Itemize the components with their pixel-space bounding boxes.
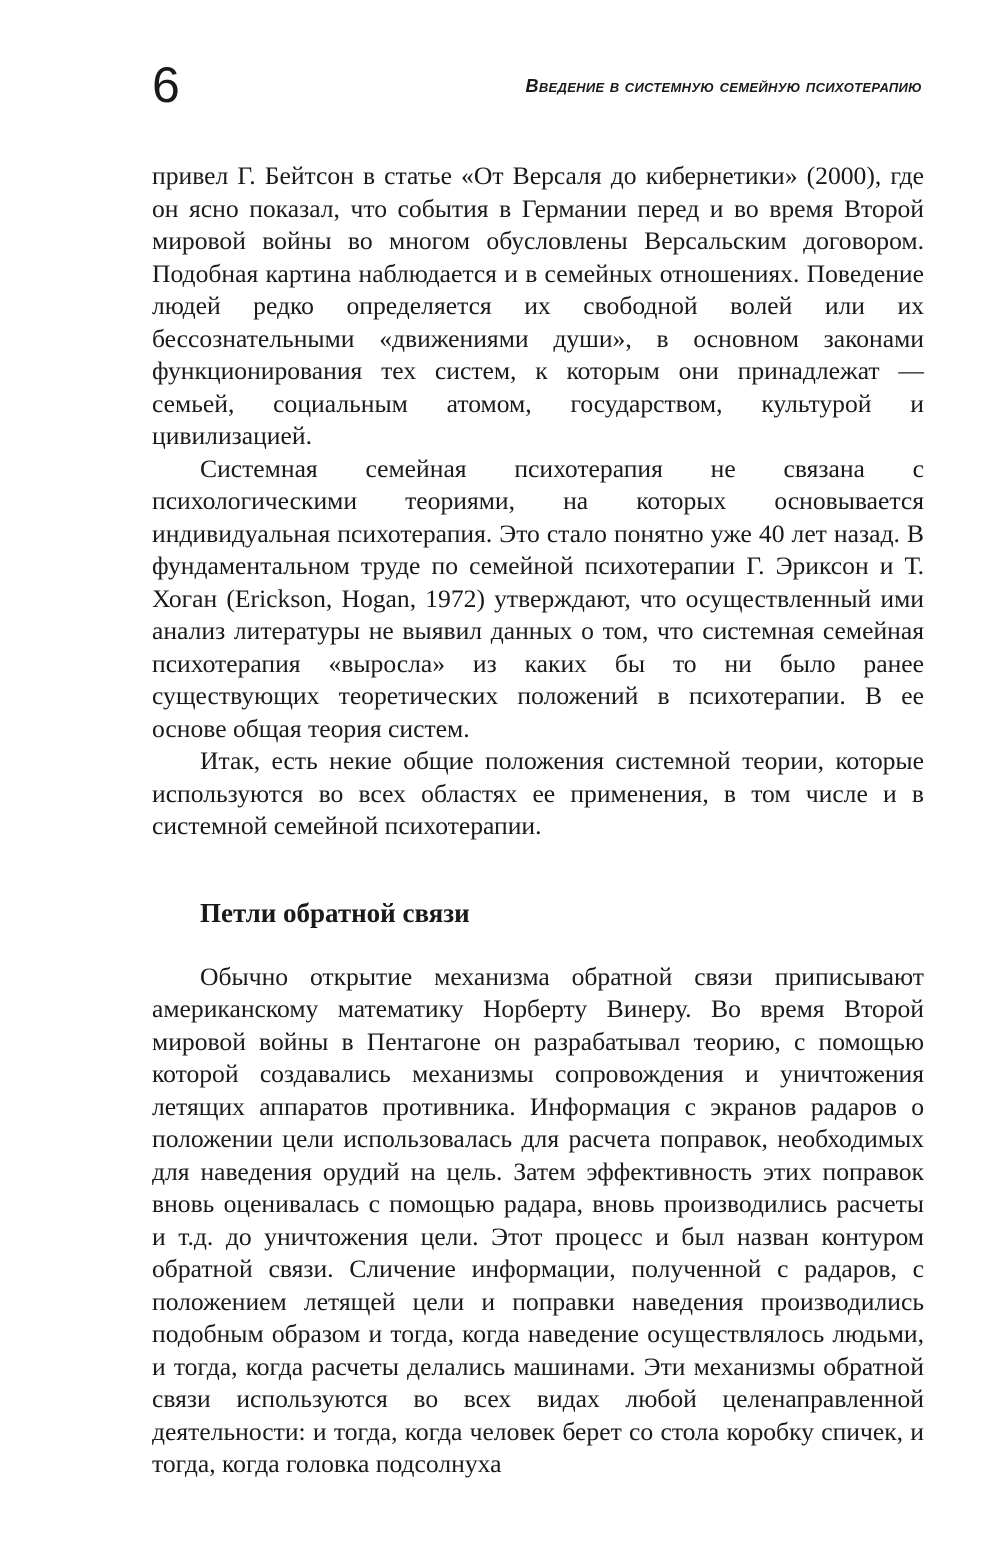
- paragraph-4: Обычно открытие механизма обратной связи приписывают американскому математику Норберту Винеру. Во время Второй мировой войны в Пентагоне он разрабатывал теорию, с помощью которой создавались механизмы сопровождения и уничтожения летящих аппаратов противника. Информация с экранов радаров о положении цели использовалась для расчета поправок, необходимых для наведения орудий на цель. Затем эффективность этих поправок вновь оценивалась с помощью радара, вновь производились расчеты и т.д. до уничтожения цели. Этот процесс и был назван контуром обратной связи. Сличение информации, полученной с радаров, с положением летящей цели и поправки наведения производились подобным образом и тогда, когда наведение осуществлялось людьми, и тогда, когда расчеты делались машинами. Эти механизмы обратной связи используются во всех видах любой целенаправленной деятельности: и тогда, когда человек берет со стола коробку спичек, и тогда, когда головка подсолнуха: [152, 961, 924, 1478]
- paragraph-2: Системная семейная психотерапия не связана с психологическими теориями, на которых основывается индивидуальная психотерапия. Это стало понятно уже 40 лет назад. В фундаментальном труде по семейной психотерапии Г. Эриксон и Т. Хоган (Erickson, Hogan, 1972) утверждают, что осуществленный ими анализ литературы не выявил данных о том, что системная семейная психотерапия «выросла» из каких бы то ни было ранее существующих теоретических положений в психотерапии. В ее основе общая теория систем.: [152, 453, 924, 743]
- paragraph-1: привел Г. Бейтсон в статье «От Версаля до кибернетики» (2000), где он ясно показал, что события в Германии перед и во время Второй мировой войны во многом обусловлены Версальским договором. Подобная картина наблюдается и в семейных отношениях. Поведение людей редко определяется их свободной волей или их бессознательными «движениями души», в основном законами функционирования тех систем, к которым они принадлежат — семьей, социальным атомом, государством, культурой и цивилизацией.: [152, 161, 924, 450]
- section-title: Петли обратной связи: [200, 897, 470, 928]
- page-content: [152, 160, 924, 1481]
- paragraph-3: Итак, есть некие общие положения системной теории, которые используются во всех областях ее применения, в том числе и в системной семейной психотерапии.: [152, 746, 924, 840]
- running-header: Введение в системную семейную психотерапию: [525, 76, 922, 96]
- page-number: 6: [152, 57, 180, 113]
